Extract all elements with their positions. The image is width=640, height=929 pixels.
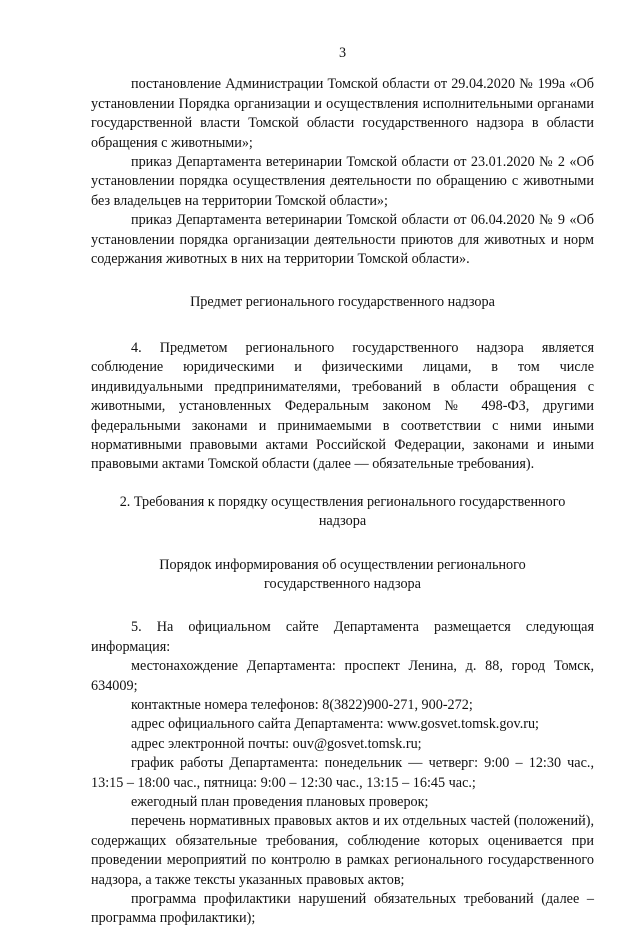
paragraph-5-intro: 5. На официальном сайте Департамента размещается следующая информация: xyxy=(91,619,594,655)
info-item: адрес официального сайта Департамента: www.gosvet.tomsk.gov.ru; xyxy=(131,716,540,733)
paragraph-4: 4. Предметом регионального государственного надзора является соблюдение юридическими и физическими лицами, в том числе индивидуальными предпринимателями, требований в области обращения с животными, установленных Федеральным законом № 498-ФЗ, другими федеральными законами и принимаемыми в соответствии с ними иными нормативными правовыми актами Российской Федерации, законами и иными правовыми актами Томской области (далее — обязательные требования). xyxy=(91,339,594,473)
page-number: 3 xyxy=(338,45,347,61)
legal-act-paragraph: приказ Департамента ветеринарии Томской области от 23.01.2020 № 2 «Об установлении порядка осуществления деятельности по обращению с животными без владельцев на территории Томской области»; xyxy=(91,154,594,209)
subsection-heading-line: государственного надзора xyxy=(264,575,421,592)
info-item: программа профилактики нарушений обязательных требований (далее – программа профилактики); xyxy=(91,891,594,927)
info-item: адрес электронной почты: ouv@gosvet.tomsk.ru; xyxy=(131,735,422,752)
section-2-heading xyxy=(91,493,594,532)
legal-act-paragraph: приказ Департамента ветеринарии Томской области от 06.04.2020 № 9 «Об установлении порядка организации деятельности приютов для животных и норм содержания животных в них на территории Томской области». xyxy=(91,212,594,268)
section-heading-subject: Предмет регионального государственного надзора xyxy=(190,294,495,311)
info-item: перечень нормативных правовых актов и их отдельных частей (положений), содержащих обязательные требования, соблюдение которых оценивается при проведении мероприятий по контролю в рамках регионального государственного надзора, а также тексты указанных правовых актов; xyxy=(91,813,594,888)
legal-act-paragraph: постановление Администрации Томской области от 29.04.2020 № 199а «Об установлении Порядка организации и осуществления исполнительными органами государственной власти Томской области государственного надзора в области обращения с животными»; xyxy=(91,76,594,151)
info-item: контактные номера телефонов: 8(3822)900-271, 900-272; xyxy=(131,696,473,713)
page-content xyxy=(91,44,594,929)
info-item: график работы Департамента: понедельник — четверг: 9:00 – 12:30 час., 13:15 – 18:00 час., пятница: 9:00 – 12:30 час., 13:15 – 16:45 час.; xyxy=(91,755,594,791)
info-item: ежегодный план проведения плановых проверок; xyxy=(131,794,429,810)
section-2-heading-line: 2. Требования к порядку осуществления регионального государственного xyxy=(119,493,566,510)
section-2-heading-line: надзора xyxy=(318,513,367,530)
subsection-heading-line: Порядок информирования об осуществлении регионального xyxy=(159,556,526,573)
subsection-heading-inform xyxy=(91,556,594,595)
info-item: местонахождение Департамента: проспект Ленина, д. 88, город Томск, 634009; xyxy=(91,658,594,694)
